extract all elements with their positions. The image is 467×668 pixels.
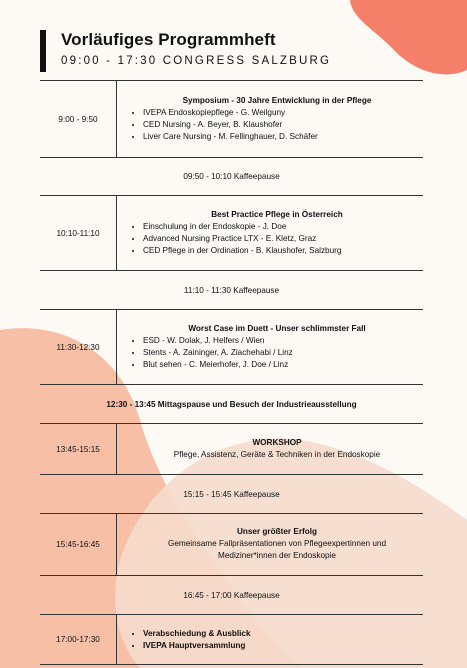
list-item: • Einschulung in der Endoskopie - J. Doe	[143, 221, 423, 233]
list-item: • ESD - W. Dolak, J. Helfers / Wien	[143, 335, 423, 347]
list-item: • Blut sehen - C. Meierhofer, J. Doe / Linz	[143, 359, 423, 371]
session-content	[117, 424, 423, 474]
session-time: 15:45-16:45	[40, 514, 117, 575]
break-label: 15:15 - 15:45 Kaffeepause	[183, 489, 280, 499]
program-row	[40, 81, 423, 158]
program-row	[40, 310, 423, 385]
program-row	[40, 514, 423, 576]
coral-blob-top-right	[350, 0, 467, 74]
session-description: Mediziner*innen der Endoskopie	[218, 551, 336, 560]
page-subtitle: 09:00 - 17:30 CONGRESS SALZBURG	[61, 55, 332, 67]
session-heading: Worst Case im Duett - Unser schlimmster Fall	[188, 323, 366, 333]
break-row	[40, 158, 423, 196]
session-description: Pflege, Assistenz, Geräte & Techniken in der Endoskopie	[173, 449, 381, 459]
session-heading: Best Practice Pflege in Österreich	[211, 209, 343, 219]
program-table	[40, 80, 423, 665]
lunch-label: 12:30 - 13:45 Mittagspause und Besuch der Industrieausstellung	[106, 399, 357, 409]
program-row	[40, 424, 423, 475]
list-item: • Advanced Nursing Practice LTX - E. Kletz, Graz	[143, 233, 423, 245]
closing-list	[131, 628, 423, 652]
session-content	[117, 514, 423, 575]
session-time: 11:30-12:30	[40, 310, 117, 384]
list-item: • IVEPA Hauptversammlung	[143, 640, 423, 652]
lunch-row	[40, 385, 423, 424]
session-time: 13:45-15:15	[40, 424, 117, 474]
list-item: • Liver Care Nursing - M. Fellinghauer, D. Schäfer	[143, 131, 423, 143]
list-item: • IVEPA Endoskopiepflege - G. Weilguny	[143, 107, 423, 119]
session-content	[117, 615, 423, 664]
session-heading: WORKSHOP	[252, 437, 302, 447]
speaker-list	[131, 221, 423, 257]
session-time: 10:10-11:10	[40, 196, 117, 270]
session-heading: Unser größter Erfolg	[236, 527, 318, 536]
list-item: • CED Pflege in der Ordination - B. Klaushofer, Salzburg	[143, 245, 423, 257]
program-row	[40, 196, 423, 271]
speaker-list	[131, 335, 423, 371]
header-accent-bar	[40, 30, 46, 72]
list-item: • CED Nursing - A. Beyer, B. Klaushofer	[143, 119, 423, 131]
break-row	[40, 576, 423, 615]
break-label: 11:10 - 11:30 Kaffeepause	[183, 285, 280, 295]
session-time: 17:00-17:30	[40, 615, 117, 664]
speaker-list	[131, 107, 423, 143]
session-content	[117, 81, 423, 157]
program-row	[40, 615, 423, 665]
list-item: • Verabschiedung & Ausblick	[143, 628, 423, 640]
list-item: • Stents - A. Zaininger, A. Ziachehabi / Linz	[143, 347, 423, 359]
break-label: 16:45 - 17:00 Kaffeepause	[183, 590, 280, 600]
break-row	[40, 475, 423, 514]
page-title: Vorläufiges Programmheft	[61, 30, 276, 49]
session-description: Gemeinsame Fallpräsentationen von Pflegeexpertinnen und	[167, 539, 387, 548]
break-row	[40, 271, 423, 310]
session-time: 9:00 - 9:50	[40, 81, 117, 157]
break-label: 09:50 - 10:10 Kaffeepause	[183, 172, 280, 181]
session-content	[117, 196, 423, 270]
session-content	[117, 310, 423, 384]
session-heading: Symposium - 30 Jahre Entwicklung in der Pflege	[182, 95, 372, 105]
